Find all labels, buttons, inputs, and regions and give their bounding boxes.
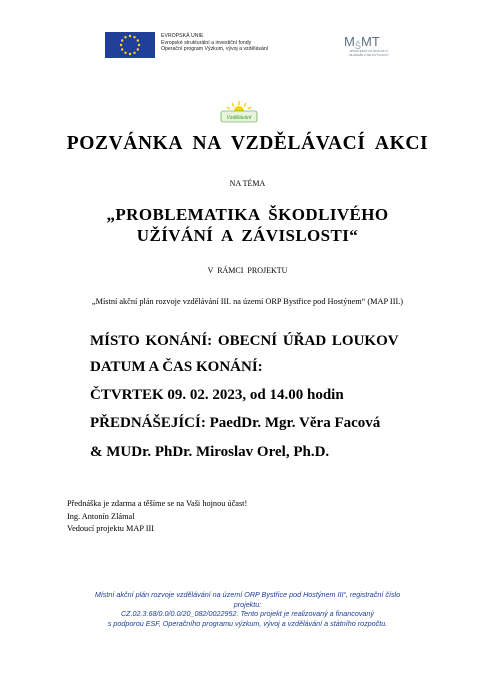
footer-line: Místní akční plán rozvoje vzdělávání na území ORP Bystřice pod Hostýnem III“, registrační číslo bbox=[94, 590, 401, 599]
eu-text-line: Operační program Výzkum, vývoj a vzdělávání bbox=[161, 46, 269, 53]
local-logo-text: Vzdělávání bbox=[226, 115, 252, 121]
msmt-logo bbox=[337, 32, 401, 62]
ramci-label: V RÁMCI PROJEKTU bbox=[207, 266, 288, 275]
topic-line-1: „PROBLEMATIKA ŠKODLIVÉHO bbox=[106, 205, 389, 224]
sun-logo-icon bbox=[218, 100, 260, 124]
organizer-role: Vedoucí projektu MAP III bbox=[67, 524, 155, 533]
lecturer-line: PŘEDNÁŠEJÍCÍ: PaedDr. Mgr. Věra Facová bbox=[90, 415, 381, 431]
footer-line: s podporou ESF, Operačního programu výzkum, vývoj a vzdělávání a státního rozpočtu. bbox=[107, 618, 388, 628]
project-name: „Místní akční plán rozvoje vzdělávání III. na území ORP Bystřice pod Hostýnem“ (MAP III.) bbox=[91, 297, 404, 306]
topic-line-2: UŽÍVÁNÍ A ZÁVISLOSTI“ bbox=[136, 226, 359, 245]
venue-line: MÍSTO KONÁNÍ: OBECNÍ ÚŘAD LOUKOV bbox=[90, 333, 399, 349]
organizer-name: Ing. Antonín Zlámal bbox=[67, 512, 135, 521]
note-line-1: Přednáška je zdarma a těšíme se na Vaši hojnou účast! bbox=[67, 499, 248, 508]
msmt-text-line: MINISTERSTVO ŠKOLSTVÍ, bbox=[349, 49, 389, 53]
footer-line: CZ.02.3.68/0.0/0.0/20_082/0022952. Tento projekt je realizovaný a financovaný bbox=[120, 609, 375, 619]
logo-bar bbox=[105, 32, 405, 62]
svg-text:MT: MT bbox=[361, 34, 380, 49]
local-project-logo bbox=[218, 100, 260, 124]
footer-funding-note bbox=[40, 590, 455, 628]
svg-text:M: M bbox=[344, 34, 355, 49]
eu-text bbox=[161, 33, 268, 53]
page-title: POZVÁNKA NA VZDĚLÁVACÍ AKCI bbox=[66, 133, 429, 154]
msmt-text-line: MLÁDEŽE A TĚLOVÝCHOVY bbox=[349, 52, 389, 57]
footer-line: projektu: bbox=[233, 599, 262, 609]
na-tema-label: NA TÉMA bbox=[229, 179, 266, 188]
date-heading: DATUM A ČAS KONÁNÍ: bbox=[90, 359, 263, 375]
lecturer-line-2: & MUDr. PhDr. Miroslav Orel, Ph.D. bbox=[90, 444, 330, 460]
eu-text-line: EVROPSKÁ UNIE bbox=[161, 33, 204, 39]
eu-text-line: Evropské strukturální a investiční fondy bbox=[161, 39, 252, 46]
msmt-logo-icon bbox=[343, 32, 380, 51]
eu-flag-icon bbox=[105, 32, 155, 58]
date-time-line: ČTVRTEK 09. 02. 2023, od 14.00 hodin bbox=[90, 387, 344, 403]
svg-text:Š: Š bbox=[355, 41, 362, 51]
